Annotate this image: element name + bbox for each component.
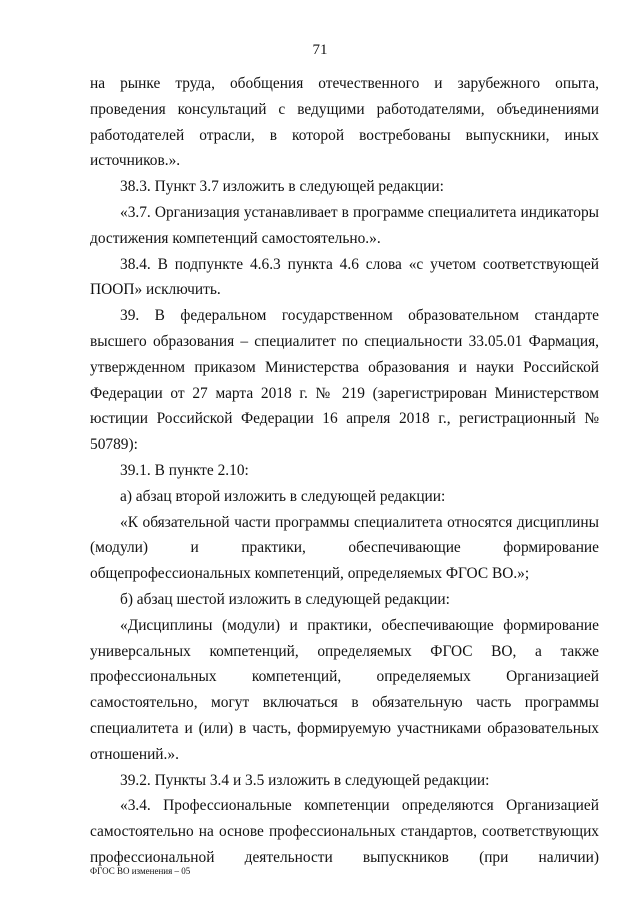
page-footer: ФГОС ВО изменения – 05 [90, 866, 191, 876]
paragraph-quote-3-4: «3.4. Профессиональные компетенции определяются Организацией самостоятельно на основе профессиональных стандартов, соответствующих профессиональной деятельности выпускников (при наличии) [90, 797, 599, 866]
paragraph-item-b: б) абзац шестой изложить в следующей редакции: [120, 590, 450, 608]
paragraph-continuation: на рынке труда, обобщения отечественного и зарубежного опыта, проведения консультаций с ведущими работодателями, объединениями работодателей отрасли, в которой востребованы выпускники, иных источников.». [90, 75, 599, 170]
paragraph-38-3: 38.3. Пункт 3.7 изложить в следующей редакции: [120, 178, 444, 196]
page-number: 71 [312, 42, 328, 58]
paragraph-item-a: а) абзац второй изложить в следующей редакции: [120, 487, 446, 505]
paragraph-39-1: 39.1. В пункте 2.10: [120, 461, 249, 479]
document-body [90, 71, 599, 871]
paragraph-39-2: 39.2. Пункты 3.4 и 3.5 изложить в следующей редакции: [120, 771, 490, 789]
paragraph-quote-disciplines: «Дисциплины (модули) и практики, обеспечивающие формирование универсальных компетенций, определяемых ФГОС ВО, а также профессиональных компетенций, определяемых Организацией самостоятельно, могут включаться в обязательную часть программы специалитета и (или) в часть, формируемую участниками образовательных отношений.». [90, 616, 599, 763]
paragraph-39: 39. В федеральном государственном образовательном стандарте высшего образования – специалитет по специальности 33.05.01 Фармация, утвержденном приказом Министерства образования и науки Российской Федерации от 27 марта 2018 г. № 219 (зарегистрирован Министерством юстиции Российской Федерации 16 апреля 2018 г., регистрационный № 50789): [90, 307, 599, 454]
paragraph-38-4: 38.4. В подпункте 4.6.3 пункта 4.6 слова «с учетом соответствующей ПООП» исключить. [90, 255, 599, 299]
paragraph-quote-3-7: «3.7. Организация устанавливает в программе специалитета индикаторы достижения компетенций самостоятельно.». [90, 203, 599, 247]
paragraph-quote-mandatory-part: «К обязательной части программы специалитета относятся дисциплины (модули) и практики, обеспечивающие формирование общепрофессиональных компетенций, определяемых ФГОС ВО.»; [90, 513, 599, 583]
